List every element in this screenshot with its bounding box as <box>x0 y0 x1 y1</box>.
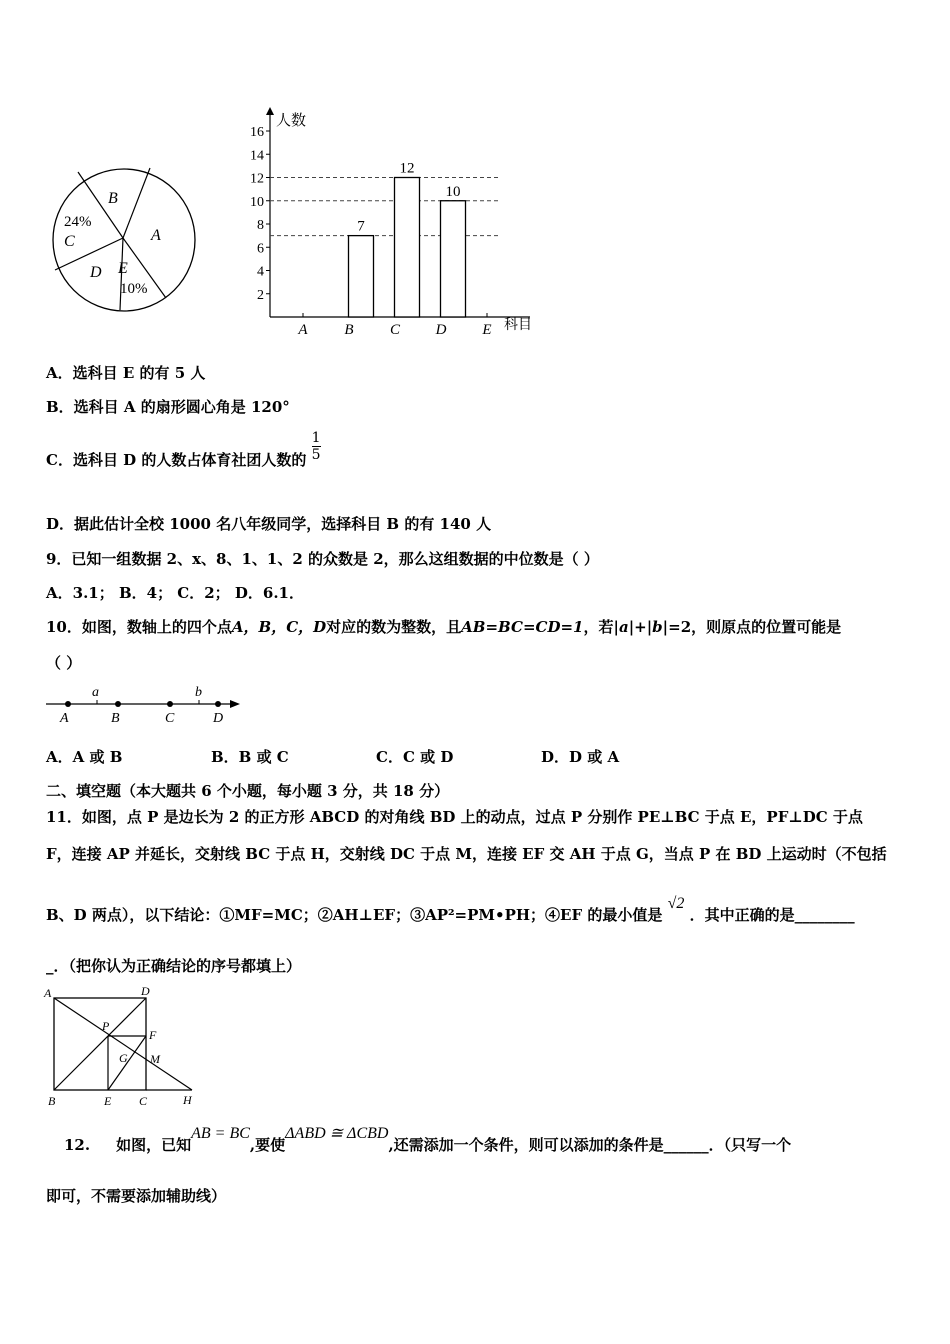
q11-line-1: 11．如图，点 P 是边长为 2 的正方形 ABCD 的对角线 BD 上的动点，过点 P 分别作 PE⊥BC 于点 E，PF⊥DC 于点 <box>46 808 863 826</box>
q11-line-3-tail: ．其中正确的是________ <box>689 906 855 924</box>
label-point-b: B <box>111 711 120 726</box>
pie-label-e-pct: 10% <box>120 281 148 297</box>
y-axis-label: 人数 <box>276 113 307 129</box>
q10-stem-part: 10．如图，数轴上的四个点 <box>46 618 232 636</box>
fig-label-d: D <box>141 984 150 998</box>
label-b-lower: b <box>195 685 202 700</box>
point-c <box>167 701 173 707</box>
q8-option-c <box>46 430 321 469</box>
q10-stem-part: |=2，则原点的位置可能是 <box>662 618 842 636</box>
q12-math-ab-bc: AB = BC <box>191 1125 250 1142</box>
pie-label-d: D <box>90 264 102 281</box>
q10-option-a: A．A 或 B <box>46 748 123 766</box>
pie-label-a: A <box>151 227 161 244</box>
line-ah <box>54 998 192 1090</box>
q10-option-c: C．C 或 D <box>376 748 454 766</box>
bar <box>349 236 374 317</box>
q10-option-b: B．B 或 C <box>211 748 289 766</box>
fig-label-f: F <box>149 1028 157 1042</box>
q12-text-a: 如图，已知 <box>116 1136 192 1154</box>
q12-line-2: 即可，不需要添加辅助线） <box>46 1187 227 1205</box>
pie-label-e: E <box>118 260 128 277</box>
fig-label-e: E <box>104 1094 112 1108</box>
fig-label-a: A <box>44 986 52 1000</box>
pie-label-b: B <box>108 190 118 207</box>
point-b <box>115 701 121 707</box>
q8-option-d: D．据此估计全校 1000 名八年级同学，选择科目 B 的有 140 人 <box>46 515 492 533</box>
q10-stem-part: |+| <box>628 618 653 636</box>
q10-stem-part: 对应的数为整数，且 <box>326 618 462 636</box>
square-figure <box>42 984 202 1110</box>
q8-option-a: A．选科目 E 的有 5 人 <box>46 364 206 382</box>
point-a <box>65 701 71 707</box>
label-point-a: A <box>60 711 69 726</box>
bar-data-label: 10 <box>445 183 461 200</box>
fig-label-b: B <box>48 1094 56 1108</box>
bar-data-label: 7 <box>357 218 365 235</box>
y-axis-arrow <box>266 107 274 115</box>
bar-chart <box>240 105 550 345</box>
q11-line-4: _．（把你认为正确结论的序号都填上） <box>46 957 302 975</box>
q9-options: A．3.1； B．4； C．2； D．6.1． <box>46 584 304 602</box>
x-tick-label: C <box>389 322 401 338</box>
y-tick-label: 8 <box>257 218 264 233</box>
q12-line-1 <box>64 1125 792 1155</box>
q11-line-3 <box>46 895 855 925</box>
number-line-figure <box>44 680 244 730</box>
y-tick-label: 6 <box>257 241 264 257</box>
q8-option-b: B．选科目 A 的扇形圆心角是 120° <box>46 398 290 416</box>
diagonal-bd <box>54 998 146 1090</box>
fig-label-h: H <box>183 1093 192 1107</box>
x-tick-label: D <box>435 322 447 338</box>
q8-option-c-fraction <box>312 430 321 463</box>
bar <box>441 201 466 317</box>
bar <box>395 178 420 318</box>
fig-label-p: P <box>102 1019 110 1033</box>
x-tick-label: A <box>298 322 308 338</box>
label-point-c: C <box>165 711 175 726</box>
q10-stem-part: ，若| <box>583 618 619 636</box>
label-point-d: D <box>213 711 224 726</box>
q9-stem: 9．已知一组数据 2、x、8、1、1、2 的众数是 2，那么这组数据的中位数是（ ） <box>46 550 599 568</box>
y-tick-label: 16 <box>250 125 264 140</box>
q10-stem <box>46 616 841 637</box>
q10-stem-var-b: b <box>652 618 663 636</box>
y-tick-label: 10 <box>250 194 264 210</box>
y-tick-label: 4 <box>257 264 264 280</box>
q12-text-c: ,还需添加一个条件，则可以添加的条件是______．（只写一个 <box>388 1136 792 1154</box>
q11-line-2: F，连接 AP 并延长，交射线 BC 于点 H，交射线 DC 于点 M，连接 EF 交 AH 于点 G，当点 P 在 BD 上运动时（不包括 <box>46 845 887 863</box>
y-tick-label: 14 <box>250 148 264 164</box>
q10-stem-points: A，B，C，D <box>231 618 327 636</box>
x-tick-label: E <box>482 322 492 338</box>
point-d <box>215 701 221 707</box>
fig-label-c: C <box>139 1094 148 1108</box>
label-a-lower: a <box>92 685 99 700</box>
x-axis-label: 科目 <box>504 318 532 333</box>
y-tick-label: 2 <box>257 287 264 303</box>
q10-stem-equation: AB=BC=CD=1 <box>461 618 584 636</box>
x-tick-label: B <box>344 322 354 338</box>
fig-label-m: M <box>150 1052 160 1066</box>
pie-chart <box>44 160 204 320</box>
q11-line-3-text: B、D 两点），以下结论：①MF=MC；②AH⊥EF；③AP²=PM•PH；④EF 的最小值是 <box>46 906 663 924</box>
q12-text-b: ,要使 <box>249 1136 286 1154</box>
q10-stem-var-a: a <box>618 618 629 636</box>
q12-number: 12. <box>64 1136 91 1154</box>
q8-option-c-text: C．选科目 D 的人数占体育社团人数的 <box>46 450 307 469</box>
pie-label-c-pct: 24% <box>64 214 92 230</box>
section-2-heading: 二、填空题（本大题共 6 个小题，每小题 3 分，共 18 分） <box>46 782 450 800</box>
fraction-denominator: 5 <box>311 447 321 463</box>
q10-stem-bracket: （ ） <box>46 654 82 672</box>
fig-label-g: G <box>119 1051 128 1065</box>
q10-option-d: D．D 或 A <box>541 748 620 766</box>
pie-label-c: C <box>64 233 75 250</box>
fraction-numerator: 1 <box>311 430 321 446</box>
number-line-arrow <box>230 700 240 708</box>
pie-divider-ba <box>123 168 150 238</box>
q12-math-congruent: ΔABD ≅ ΔCBD <box>285 1125 389 1142</box>
q10-options <box>46 746 706 767</box>
q11-sqrt2: √2 <box>667 895 685 912</box>
y-tick-label: 12 <box>250 171 264 187</box>
bar-data-label: 12 <box>399 160 415 177</box>
